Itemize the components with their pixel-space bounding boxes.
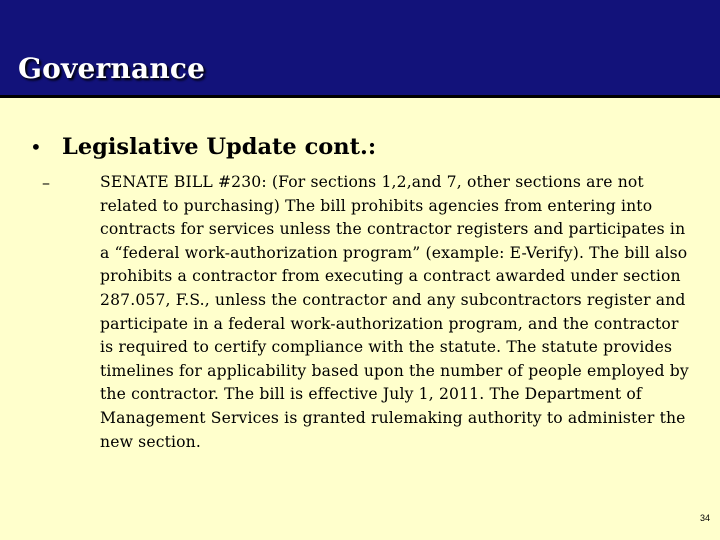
- bullet-item: [30, 134, 690, 160]
- title-bar: [0, 0, 720, 98]
- sub-bullet-text: SENATE BILL #230: (For sections 1,2,and 7, other sections are not related to purchasing) The bill prohibits agencies from entering into contracts for services unless the contractor registers and participates in a “federal work-authorization program” (example: E-Verify). The bill also prohibits a contractor from executing a contract awarded under section 287.057, F.S., unless the contractor and any subcontractors register and participate in a federal work-authorization program, and the contractor is required to certify compliance with the statute. The statute provides timelines for applicability based upon the number of people employed by the contractor. The bill is effective July 1, 2011. The Department of Management Services is granted rulemaking authority to administer the new section.: [100, 173, 689, 451]
- sub-bullet-item: [40, 171, 690, 454]
- bullet-marker: •: [30, 135, 42, 159]
- sub-bullet-marker: –: [42, 173, 50, 192]
- bullet-heading: Legislative Update cont.:: [62, 134, 377, 160]
- page-number: 34: [699, 513, 710, 523]
- slide-title: Governance: [18, 52, 206, 85]
